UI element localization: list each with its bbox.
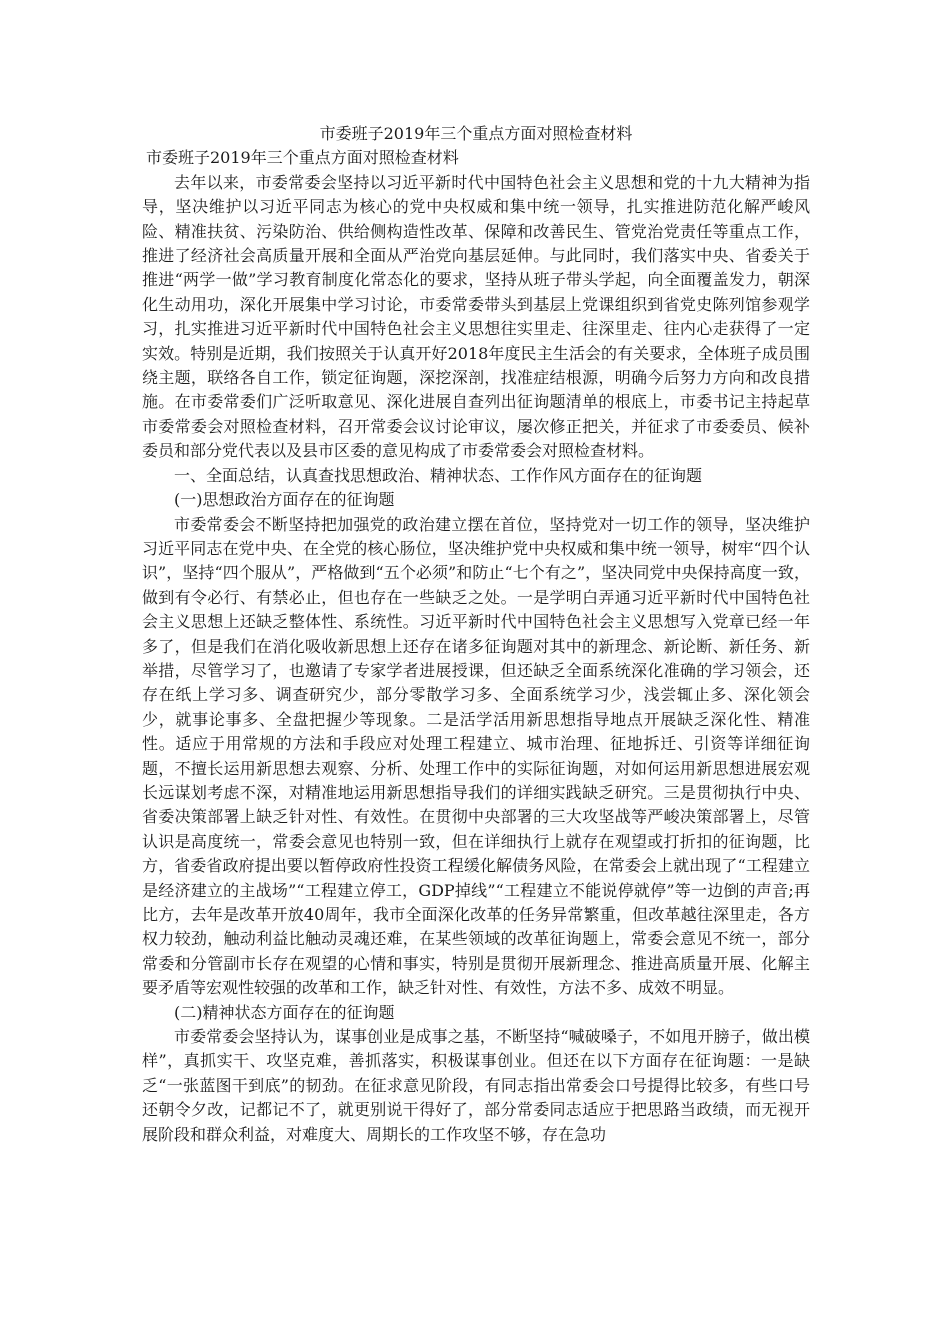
document-subtitle: 市委班子2019年三个重点方面对照检查材料 xyxy=(146,148,459,168)
document-title: 市委班子2019年三个重点方面对照检查材料 xyxy=(319,124,633,143)
paragraph-intro: 去年以来，市委常委会坚持以习近平新时代中国特色社会主义思想和党的十九大精神为指导，坚决维护以习近平同志为核心的党中央权威和集中统一领导，扎实推进防范化解严峻风险、精准扶贫、污染防治、供给侧构造性改革、保障和改善民生、管党治党责任等重点工作，推进了经济社会高质量开展和全面从严治党向基层延伸。与此同时，我们落实中央、省委关于推进“两学一做”学习教育制度化常态化的要求，坚持从班子带头学起，向全面覆盖发力，朝深化生动用功，深化开展集中学习讨论，市委常委带头到基层上党课组织到省党史陈列馆参观学习，扎实推进习近平新时代中国特色社会主义思想往实里走、往深里走、往内心走获得了一定实效。特别是近期，我们按照关于认真开好2018年度民主生活会的有关要求，全体班子成员围绕主题，联络各自工作，锁定征询题，深挖深剖，找准症结根源，明确今后努力方向和改良措施。在市委常委们广泛听取意见、深化进展自查列出征询题清单的根底上，市委书记主持起草市委常委会对照检查材料，召开常委会议讨论审议，屡次修正把关，并征求了市委委员、候补委员和部分党代表以及县市区委的意见构成了市委常委会对照检查材料。 xyxy=(142,172,810,461)
section-heading-1: 一、全面总结，认真查找思想政治、精神状态、工作作风方面存在的征询题 xyxy=(174,465,703,485)
paragraph-political: 市委常委会不断坚持把加强党的政治建立摆在首位，坚持党对一切工作的领导，坚决维护习近平同志在党中央、在全党的核心肠位，坚决维护党中央权威和集中统一领导，树牢“四个认识”，坚持“四个服从”，严格做到“五个必须”和防止“七个有之”，坚决同党中央保持高度一致，做到有令必行、有禁必止，但也存在一些缺乏之处。一是学明白弄通习近平新时代中国特色社会主义思想上还缺乏整体性、系统性。习近平新时代中国特色社会主义思想写入党章已经一年多了，但是我们在消化吸收新思想上还存在诸多征询题对其中的新理念、新论断、新任务、新举措，尽管学习了，也邀请了专家学者进展授课，但还缺乏全面系统深化准确的学习领会，还存在纸上学习多、调查研究少，部分零散学习多、全面系统学习少，浅尝辄止多、深化领会少，就事论事多、全盘把握少等现象。二是活学活用新思想指导地点开展缺乏深化性、精准性。适应于用常规的方法和手段应对处理工程建立、城市治理、征地拆迁、引资等详细征询题，不擅长运用新思想去观察、分析、处理工作中的实际征询题，对如何运用新思想进展宏观长远谋划考虑不深，对精准地运用新思想指导我们的详细实践缺乏研究。三是贯彻执行中央、省委决策部署上缺乏针对性、有效性。在贯彻中央部署的三大攻坚战等严峻决策部署上，尽管认识是高度统一，常委会意见也特别一致，但在详细执行上就存在观望或打折扣的征询题，比方，省委省政府提出要以暂停政府性投资工程缓化解债务风险，在常委会上就出现了“工程建立是经济建立的主战场”“工程建立停工，GDP掉线”“工程建立不能说停就停”等一边倒的声音;再比方，去年是改革开放40周年，我市全面深化改革的任务异常繁重，但改革越往深里走，各方权力较劲，触动利益比触动灵魂还难，在某些领域的改革征询题上，常委会意见不统一，部分常委和分管副市长存在观望的心情和事实，特别是贯彻开展新理念、推进高质量开展、化解主要矛盾等宏观性较强的改革和工作，缺乏针对性、有效性，方法不多、成效不明显。 xyxy=(142,514,810,998)
paragraph-spirit: 市委常委会坚持认为，谋事创业是成事之基，不断坚持“喊破嗓子，不如甩开膀子，做出模样”，真抓实干、攻坚克难，善抓落实，积极谋事创业。但还在以下方面存在征询题：一是缺乏“一张蓝图干到底”的韧劲。在征求意见阶段，有同志指出常委会口号提得比较多，有些口号还朝令夕改，记都记不了，就更别说干得好了，部分常委同志适应于把思路当政绩，而无视开展阶段和群众利益，对难度大、周期长的工作攻坚不够，存在急功 xyxy=(142,1027,810,1144)
subsection-heading-2: (二)精神状态方面存在的征询题 xyxy=(174,1002,395,1022)
subsection-heading-1: (一)思想政治方面存在的征询题 xyxy=(174,490,395,510)
document-page xyxy=(142,122,810,1147)
